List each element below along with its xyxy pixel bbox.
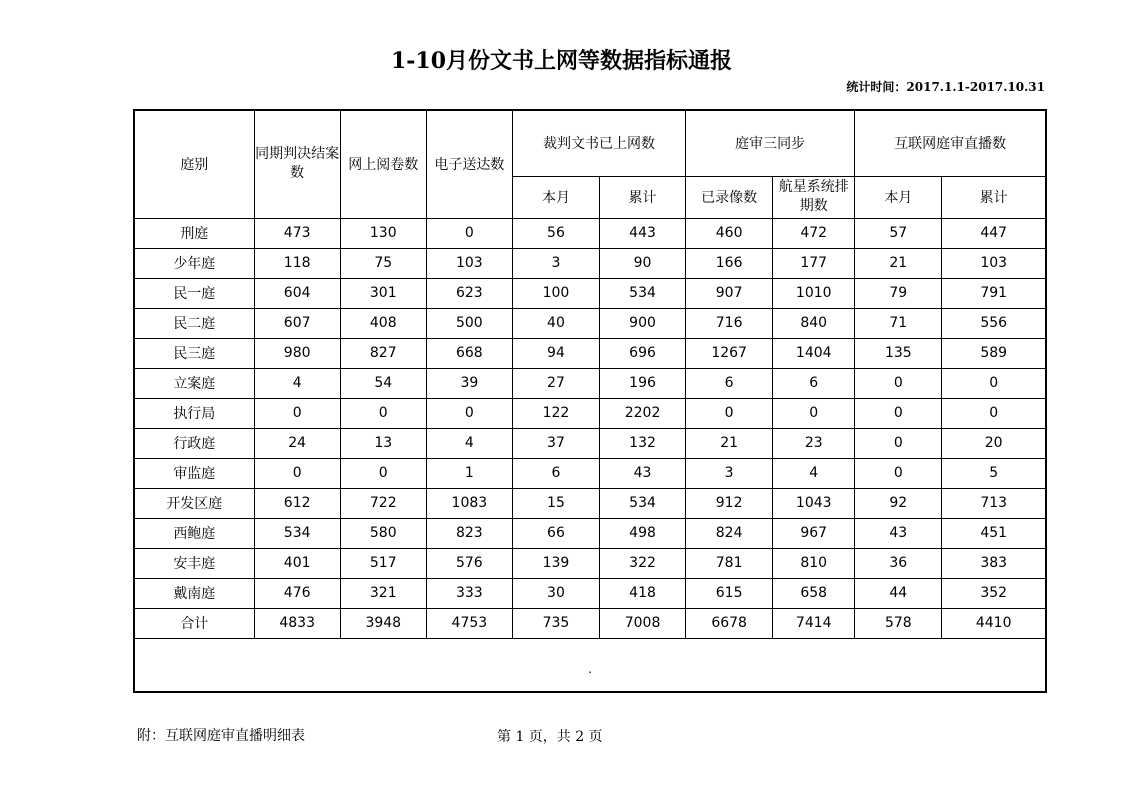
value-cell: 912: [686, 488, 773, 518]
value-cell: 967: [773, 518, 855, 548]
footer-attachment-note: 附：互联网庭审直播明细表: [137, 728, 305, 744]
division-name-cell: 民二庭: [134, 308, 254, 338]
value-cell: 476: [254, 578, 340, 608]
value-cell: 3: [686, 458, 773, 488]
value-cell: 13: [340, 428, 426, 458]
header-live-broadcast: 互联网庭审直播数: [855, 110, 1046, 176]
value-cell: 517: [340, 548, 426, 578]
value-cell: 0: [855, 368, 942, 398]
value-cell: 139: [512, 548, 599, 578]
value-cell: 6: [512, 458, 599, 488]
header-division: 庭别: [134, 110, 254, 218]
value-cell: 71: [855, 308, 942, 338]
header-recorded: 已录像数: [686, 176, 773, 218]
table-row: [134, 218, 1046, 248]
value-cell: 177: [773, 248, 855, 278]
value-cell: 418: [600, 578, 686, 608]
value-cell: 473: [254, 218, 340, 248]
value-cell: 21: [686, 428, 773, 458]
value-cell: 7008: [600, 608, 686, 638]
table-row: [134, 338, 1046, 368]
value-cell: 0: [254, 398, 340, 428]
value-cell: 1010: [773, 278, 855, 308]
table-row: [134, 428, 1046, 458]
value-cell: 576: [426, 548, 512, 578]
value-cell: 3948: [340, 608, 426, 638]
value-cell: 980: [254, 338, 340, 368]
value-cell: 604: [254, 278, 340, 308]
value-cell: 54: [340, 368, 426, 398]
value-cell: 612: [254, 488, 340, 518]
division-name-cell: 少年庭: [134, 248, 254, 278]
value-cell: 500: [426, 308, 512, 338]
division-name-cell: 合计: [134, 608, 254, 638]
header-scheduled: 航星系统排期数: [773, 176, 855, 218]
value-cell: 0: [855, 398, 942, 428]
value-cell: 534: [254, 518, 340, 548]
value-cell: 39: [426, 368, 512, 398]
value-cell: 94: [512, 338, 599, 368]
value-cell: 90: [600, 248, 686, 278]
value-cell: 498: [600, 518, 686, 548]
value-cell: 56: [512, 218, 599, 248]
division-name-cell: 开发区庭: [134, 488, 254, 518]
value-cell: 840: [773, 308, 855, 338]
value-cell: 589: [942, 338, 1046, 368]
report-table: [133, 109, 1047, 693]
division-name-cell: 立案庭: [134, 368, 254, 398]
value-cell: 0: [773, 398, 855, 428]
value-cell: 696: [600, 338, 686, 368]
value-cell: 716: [686, 308, 773, 338]
value-cell: 1043: [773, 488, 855, 518]
value-cell: 23: [773, 428, 855, 458]
table-row: [134, 248, 1046, 278]
value-cell: 0: [426, 218, 512, 248]
division-name-cell: 戴南庭: [134, 578, 254, 608]
table-row: [134, 308, 1046, 338]
value-cell: 3: [512, 248, 599, 278]
blank-row: [134, 638, 1046, 692]
value-cell: 1083: [426, 488, 512, 518]
division-name-cell: 执行局: [134, 398, 254, 428]
header-month: 本月: [512, 176, 599, 218]
value-cell: 322: [600, 548, 686, 578]
total-row: [134, 608, 1046, 638]
value-cell: 6: [686, 368, 773, 398]
blank-cell: [134, 638, 1046, 692]
report-title: 1-10月份文书上网等数据指标通报: [390, 48, 733, 74]
value-cell: 43: [600, 458, 686, 488]
value-cell: 408: [340, 308, 426, 338]
value-cell: 21: [855, 248, 942, 278]
division-name-cell: 西鲍庭: [134, 518, 254, 548]
value-cell: 0: [942, 398, 1046, 428]
division-name-cell: 刑庭: [134, 218, 254, 248]
division-name-cell: 安丰庭: [134, 548, 254, 578]
value-cell: 578: [855, 608, 942, 638]
value-cell: 4: [773, 458, 855, 488]
value-cell: 0: [855, 458, 942, 488]
value-cell: 0: [340, 398, 426, 428]
value-cell: 556: [942, 308, 1046, 338]
blank-mark: .: [588, 662, 592, 676]
value-cell: 810: [773, 548, 855, 578]
value-cell: 36: [855, 548, 942, 578]
value-cell: 57: [855, 218, 942, 248]
division-name-cell: 民三庭: [134, 338, 254, 368]
value-cell: 333: [426, 578, 512, 608]
value-cell: 5: [942, 458, 1046, 488]
value-cell: 1: [426, 458, 512, 488]
value-cell: 0: [340, 458, 426, 488]
value-cell: 668: [426, 338, 512, 368]
value-cell: 534: [600, 488, 686, 518]
value-cell: 6: [773, 368, 855, 398]
value-cell: 451: [942, 518, 1046, 548]
value-cell: 122: [512, 398, 599, 428]
value-cell: 4753: [426, 608, 512, 638]
value-cell: 4410: [942, 608, 1046, 638]
value-cell: 1404: [773, 338, 855, 368]
table-row: [134, 488, 1046, 518]
division-name-cell: 审监庭: [134, 458, 254, 488]
value-cell: 401: [254, 548, 340, 578]
value-cell: 100: [512, 278, 599, 308]
value-cell: 823: [426, 518, 512, 548]
value-cell: 132: [600, 428, 686, 458]
value-cell: 196: [600, 368, 686, 398]
value-cell: 781: [686, 548, 773, 578]
value-cell: 44: [855, 578, 942, 608]
table-row: [134, 368, 1046, 398]
value-cell: 900: [600, 308, 686, 338]
value-cell: 130: [340, 218, 426, 248]
value-cell: 615: [686, 578, 773, 608]
value-cell: 383: [942, 548, 1046, 578]
header-closed-cases: 同期判决结案数: [254, 110, 340, 218]
header-cumulative: 累计: [600, 176, 686, 218]
division-name-cell: 民一庭: [134, 278, 254, 308]
table-row: [134, 278, 1046, 308]
value-cell: 6678: [686, 608, 773, 638]
value-cell: 135: [855, 338, 942, 368]
header-documents-online: 裁判文书已上网数: [512, 110, 685, 176]
header-e-delivery: 电子送达数: [426, 110, 512, 218]
value-cell: 103: [426, 248, 512, 278]
value-cell: 658: [773, 578, 855, 608]
division-name-cell: 行政庭: [134, 428, 254, 458]
value-cell: 0: [942, 368, 1046, 398]
value-cell: 20: [942, 428, 1046, 458]
value-cell: 30: [512, 578, 599, 608]
value-cell: 447: [942, 218, 1046, 248]
value-cell: 713: [942, 488, 1046, 518]
table-row: [134, 548, 1046, 578]
value-cell: 79: [855, 278, 942, 308]
value-cell: 103: [942, 248, 1046, 278]
value-cell: 460: [686, 218, 773, 248]
value-cell: 40: [512, 308, 599, 338]
value-cell: 735: [512, 608, 599, 638]
value-cell: 4: [426, 428, 512, 458]
value-cell: 907: [686, 278, 773, 308]
value-cell: 118: [254, 248, 340, 278]
value-cell: 37: [512, 428, 599, 458]
value-cell: 4: [254, 368, 340, 398]
value-cell: 301: [340, 278, 426, 308]
value-cell: 443: [600, 218, 686, 248]
value-cell: 0: [254, 458, 340, 488]
value-cell: 607: [254, 308, 340, 338]
value-cell: 27: [512, 368, 599, 398]
value-cell: 0: [686, 398, 773, 428]
table-row: [134, 578, 1046, 608]
value-cell: 580: [340, 518, 426, 548]
value-cell: 43: [855, 518, 942, 548]
value-cell: 166: [686, 248, 773, 278]
value-cell: 791: [942, 278, 1046, 308]
value-cell: 1267: [686, 338, 773, 368]
value-cell: 321: [340, 578, 426, 608]
value-cell: 75: [340, 248, 426, 278]
value-cell: 534: [600, 278, 686, 308]
header-cumulative-broadcast: 累计: [942, 176, 1046, 218]
value-cell: 7414: [773, 608, 855, 638]
value-cell: 15: [512, 488, 599, 518]
statistics-period: 统计时间：2017.1.1-2017.10.31: [846, 80, 1045, 94]
value-cell: 2202: [600, 398, 686, 428]
value-cell: 824: [686, 518, 773, 548]
value-cell: 66: [512, 518, 599, 548]
value-cell: 472: [773, 218, 855, 248]
table-row: [134, 458, 1046, 488]
value-cell: 827: [340, 338, 426, 368]
table-row: [134, 518, 1046, 548]
header-trial-sync: 庭审三同步: [686, 110, 855, 176]
value-cell: 92: [855, 488, 942, 518]
header-month-broadcast: 本月: [855, 176, 942, 218]
value-cell: 352: [942, 578, 1046, 608]
page-number: 第 1 页，共 2 页: [497, 729, 603, 745]
header-online-review: 网上阅卷数: [340, 110, 426, 218]
value-cell: 0: [855, 428, 942, 458]
value-cell: 0: [426, 398, 512, 428]
table-row: [134, 398, 1046, 428]
value-cell: 4833: [254, 608, 340, 638]
value-cell: 623: [426, 278, 512, 308]
value-cell: 24: [254, 428, 340, 458]
value-cell: 722: [340, 488, 426, 518]
